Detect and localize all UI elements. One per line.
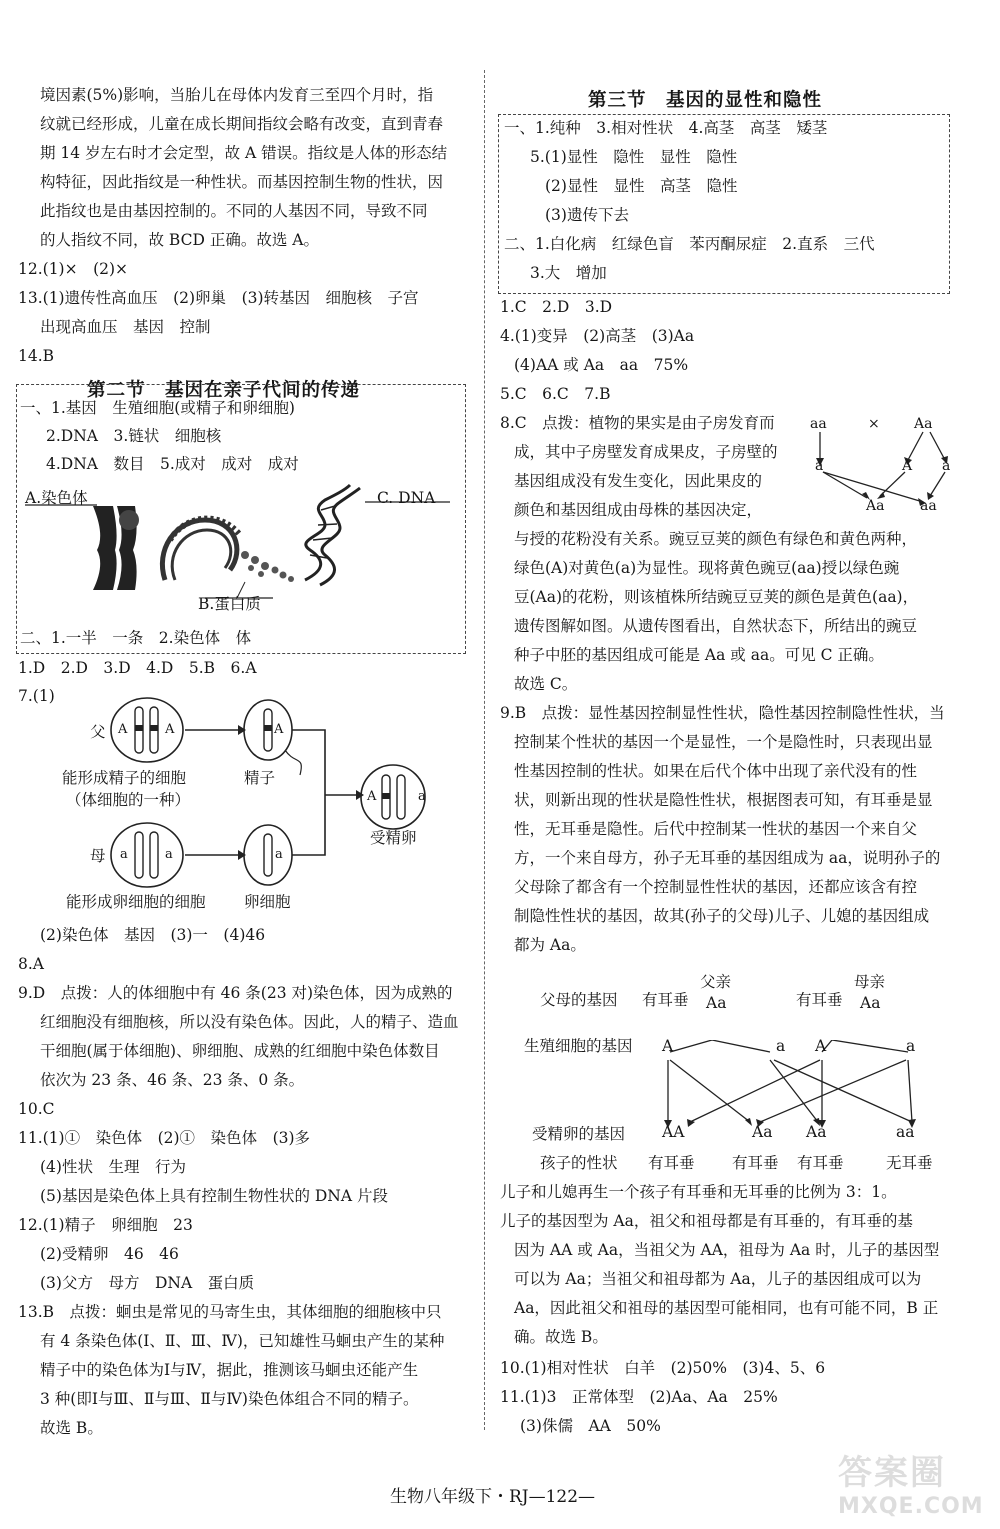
answer-13b: 13.B 点拨：蛔虫是常见的马寄生虫，其体细胞的细胞核中只 xyxy=(18,1303,442,1321)
answer-4: 4.(1)变异 (2)高茎 (3)Aa xyxy=(500,327,695,345)
allele-label: A xyxy=(165,722,175,737)
text-line: 构特征，因此指纹是一种性状。而基因控制生物的性状，因 xyxy=(40,173,444,191)
allele-label: a xyxy=(120,847,128,862)
text-line: 的人指纹不同，故 BCD 正确。故选 A。 xyxy=(40,231,319,249)
child-trait: 有耳垂 xyxy=(797,1154,844,1172)
ear-mother-genotype: Aa xyxy=(860,994,881,1012)
text-line: 基因组成没有发生变化，因此果皮的 xyxy=(514,472,763,490)
answer-11r: 11.(1)3 正常体型 (2)Aa、Aa 25% xyxy=(500,1388,778,1406)
allele-label: a xyxy=(275,847,283,862)
ear-gamete-row: 生殖细胞的基因 xyxy=(524,1037,633,1055)
cross-symbol: × xyxy=(868,416,880,432)
answers-1-6: 1.D 2.D 3.D 4.D 5.B 6.A xyxy=(18,659,257,677)
allele-label: a xyxy=(165,847,173,862)
text-line: 出现高血压 基因 控制 xyxy=(40,318,211,336)
text-line: (3)父方 母方 DNA 蛋白质 xyxy=(40,1274,255,1292)
answers-5-7: 5.C 6.C 7.B xyxy=(500,385,611,403)
text-line: 方，一个来自母方，孙子无耳垂的基因组成为 aa，说明孙子的 xyxy=(514,849,941,867)
text-line: 控制某个性状的基因一个是显性，一个是隐性时，只表现出显 xyxy=(514,733,933,751)
zygote-label: 受精卵 xyxy=(370,829,417,847)
text-line: 状，则新出现的性状是隐性性状，根据图表可知，有耳垂是显 xyxy=(514,791,933,809)
egg-mother-cell-label: 能形成卵细胞的细胞 xyxy=(66,893,206,911)
ear-father: 父亲 xyxy=(700,973,732,991)
sperm-mother-cell-label: 能形成精子的细胞 xyxy=(62,769,187,787)
text-line: 豆(Aa)的花粉，则该植株所结豌豆豆荚的颜色是黄色(aa)， xyxy=(514,588,919,606)
text-line: (3)侏儒 AA 50% xyxy=(520,1417,661,1435)
cross-diagram-8 xyxy=(805,410,965,520)
gamete-a: a xyxy=(815,458,824,474)
answer-10r: 10.(1)相对性状 白羊 (2)50% (3)4、5、6 xyxy=(500,1359,826,1377)
label-b: B.蛋白质 xyxy=(198,595,261,613)
mother-label: 母 xyxy=(90,847,106,865)
ear-father-trait: 有耳垂 xyxy=(642,991,689,1009)
cross-parent-aa: aa xyxy=(810,416,827,432)
ear-father-genotype: Aa xyxy=(706,994,727,1012)
sperm-mother-note: （体细胞的一种） xyxy=(66,791,191,809)
answer-12b: 12.(1)精子 卵细胞 23 xyxy=(18,1216,193,1234)
answer-13: 13.(1)遗传性高血压 (2)卵巢 (3)转基因 细胞核 子宫 xyxy=(18,289,419,307)
text-line: 性，无耳垂是隐性。后代中控制某一性状的基因一个来自父 xyxy=(514,820,918,838)
allele-label: a xyxy=(418,789,426,804)
ear-zygote-row: 受精卵的基因 xyxy=(532,1125,626,1143)
text-line: (4)性状 生理 行为 xyxy=(40,1158,186,1176)
gamete-A: A xyxy=(662,1037,674,1055)
text-line: Aa，因此祖父和祖母的基因型可能相同，也有可能不同，B 正 xyxy=(514,1299,939,1317)
father-label: 父 xyxy=(90,723,106,741)
column-divider xyxy=(484,70,485,1430)
answer-line: (2)染色体 基因 (3)一 (4)46 xyxy=(40,926,266,944)
text-line: 儿子的基因型为 Aa，祖父和祖母都是有耳垂的，有耳垂的基 xyxy=(500,1212,913,1230)
box-line: (3)遗传下去 xyxy=(545,206,629,224)
answer-7: 7.(1) xyxy=(18,687,55,705)
answer-11: 11.(1)① 染色体 (2)① 染色体 (3)多 xyxy=(18,1129,311,1147)
text-line: 制隐性性状的基因，故其(孙子的父母)儿子、儿媳的基因组成 xyxy=(514,907,930,925)
text-line: 有 4 条染色体(Ⅰ、Ⅱ、Ⅲ、Ⅳ)，已知雄性马蛔虫产生的某种 xyxy=(40,1332,445,1350)
ear-parent-row: 父母的基因 xyxy=(540,991,618,1009)
child-trait: 有耳垂 xyxy=(648,1154,695,1172)
text-line: 颜色和基因组成由母株的基因决定， xyxy=(514,501,763,519)
text-line: 3 种(即Ⅰ与Ⅲ、Ⅱ与Ⅲ、Ⅱ与Ⅳ)染色体组合不同的精子。 xyxy=(40,1390,419,1408)
text-line: 可以为 Aa；当祖父和祖母都为 Aa，儿子的基因组成可以为 xyxy=(514,1270,922,1288)
child-trait: 有耳垂 xyxy=(732,1154,779,1172)
box-line: 2.DNA 3.链状 细胞核 xyxy=(46,427,222,445)
answer-12: 12.(1)× (2)× xyxy=(18,260,129,278)
answer-8: 8.A xyxy=(18,955,44,973)
dna-double-helix xyxy=(305,485,360,585)
gamete-A: A xyxy=(815,1037,827,1055)
answer-9r: 9.B 点拨：显性基因控制显性性状，隐性基因控制隐性性状，当 xyxy=(500,704,945,722)
text-line: 儿子和儿媳再生一个孩子有耳垂和无耳垂的比例为 3：1。 xyxy=(500,1183,897,1201)
text-line: 依次为 23 条、46 条、23 条、0 条。 xyxy=(40,1071,305,1089)
box-line: 一、1.纯种 3.相对性状 4.高茎 高茎 矮茎 xyxy=(504,119,828,137)
text-line: 确。故选 B。 xyxy=(514,1328,608,1346)
box-line: 二、1.白化病 红绿色盲 苯丙酮尿症 2.直系 三代 xyxy=(504,235,875,253)
answers-1-3: 1.C 2.D 3.D xyxy=(500,298,613,316)
text-line: 成，其中子房壁发育成果皮，子房壁的 xyxy=(514,443,778,461)
nucleosome-beads xyxy=(241,551,294,582)
text-line: 父母除了都含有一个控制显性性状的基因，还都应该含有控 xyxy=(514,878,918,896)
text-line: 干细胞(属于体细胞)、卵细胞、成熟的红细胞中染色体数目 xyxy=(40,1042,440,1060)
allele-label: A xyxy=(118,722,128,737)
answer-14: 14.B xyxy=(18,347,55,365)
page-footer: 生物八年级下・RJ—122— xyxy=(390,1487,596,1507)
watermark-url: MXQE.COM xyxy=(838,1494,984,1519)
text-line: 精子中的染色体为Ⅰ与Ⅳ，据此，推测该马蛔虫还能产生 xyxy=(40,1361,419,1379)
box-line: 4.DNA 数目 5.成对 成对 成对 xyxy=(46,455,299,473)
text-line: (5)基因是染色体上具有控制生物性状的 DNA 片段 xyxy=(40,1187,388,1205)
egg-label: 卵细胞 xyxy=(244,893,291,911)
ear-mother-trait: 有耳垂 xyxy=(796,991,843,1009)
section-title-3: 第三节 基因的显性和隐性 xyxy=(588,90,823,111)
text-line: 都为 Aa。 xyxy=(514,936,586,954)
gamete-a: a xyxy=(906,1037,916,1055)
label-a: A.染色体 xyxy=(25,489,88,507)
offspring-Aa: Aa xyxy=(866,498,885,514)
text-line: (2)受精卵 46 46 xyxy=(40,1245,179,1263)
watermark xyxy=(838,1445,988,1525)
answer-10: 10.C xyxy=(18,1100,55,1118)
text-line: (4)AA 或 Aa aa 75% xyxy=(514,356,689,374)
box-line: (2)显性 显性 高茎 隐性 xyxy=(545,177,738,195)
box-line: 5.(1)显性 隐性 显性 隐性 xyxy=(530,148,738,166)
allele-label: A xyxy=(274,722,284,737)
answer-9: 9.D 点拨：人的体细胞中有 46 条(23 对)染色体，因为成熟的 xyxy=(18,984,453,1002)
zygote-Aa: Aa xyxy=(806,1123,827,1141)
gamete-A: A xyxy=(902,458,913,474)
coiled-fiber xyxy=(162,519,240,580)
text-line: 境因素(5%)影响，当胎儿在母体内发育三至四个月时，指 xyxy=(40,86,434,104)
zygote-Aa: Aa xyxy=(752,1123,773,1141)
arrowheads xyxy=(238,725,364,860)
zygote-aa: aa xyxy=(896,1123,915,1141)
cross-parent-Aa: Aa xyxy=(914,416,933,432)
box-line: 3.大 增加 xyxy=(530,264,607,282)
label-c: C. DNA xyxy=(377,489,436,507)
text-line: 红细胞没有细胞核，所以没有染色体。因此，人的精子、造血 xyxy=(40,1013,459,1031)
ear-child-row: 孩子的性状 xyxy=(540,1154,618,1172)
box-line: 二、1.一半 一条 2.染色体 体 xyxy=(20,629,252,647)
allele-label: A xyxy=(367,789,377,804)
text-line: 纹就已经形成，儿童在成长期间指纹会略有改变，直到青春 xyxy=(40,115,444,133)
text-line: 故选 C。 xyxy=(514,675,578,693)
text-line: 此指纹也是由基因控制的。不同的人基因不同，导致不同 xyxy=(40,202,428,220)
earlobe-inheritance-diagram xyxy=(650,1040,930,1145)
child-trait: 无耳垂 xyxy=(886,1154,933,1172)
section-title-2: 第二节 基因在亲子代间的传递 xyxy=(87,380,361,401)
text-line: 期 14 岁左右时才会定型，故 A 错误。指纹是人体的形态结 xyxy=(40,144,448,162)
gamete-a: a xyxy=(776,1037,786,1055)
offspring-aa: aa xyxy=(920,498,937,514)
ear-mother: 母亲 xyxy=(854,973,886,991)
text-line: 故选 B。 xyxy=(40,1419,103,1437)
sperm-label: 精子 xyxy=(244,769,276,787)
text-line: 种子中胚的基因组成可能是 Aa 或 aa。可见 C 正确。 xyxy=(514,646,884,664)
box-line: 一、1.基因 生殖细胞(或精子和卵细胞) xyxy=(20,399,295,417)
gamete-a: a xyxy=(942,458,951,474)
watermark-text: 答案圈 xyxy=(838,1453,946,1493)
answer-8r: 8.C 点拨：植物的果实是由子房发育而 xyxy=(500,414,775,432)
text-line: 与授的花粉没有关系。豌豆豆荚的颜色有绿色和黄色两种， xyxy=(514,530,918,548)
zygote-AA: AA xyxy=(662,1123,685,1141)
text-line: 绿色(A)对黄色(a)为显性。现将黄色豌豆(aa)授以绿色豌 xyxy=(514,559,900,577)
chromosome-x-shape xyxy=(93,506,139,590)
text-line: 因为 AA 或 Aa，当祖父为 AA，祖母为 Aa 时，儿子的基因型 xyxy=(514,1241,940,1259)
text-line: 遗传图解如图。从遗传图看出，自然状态下，所结出的豌豆 xyxy=(514,617,918,635)
text-line: 性基因控制的性状。如果在后代个体中出现了亲代没有的性 xyxy=(514,762,918,780)
